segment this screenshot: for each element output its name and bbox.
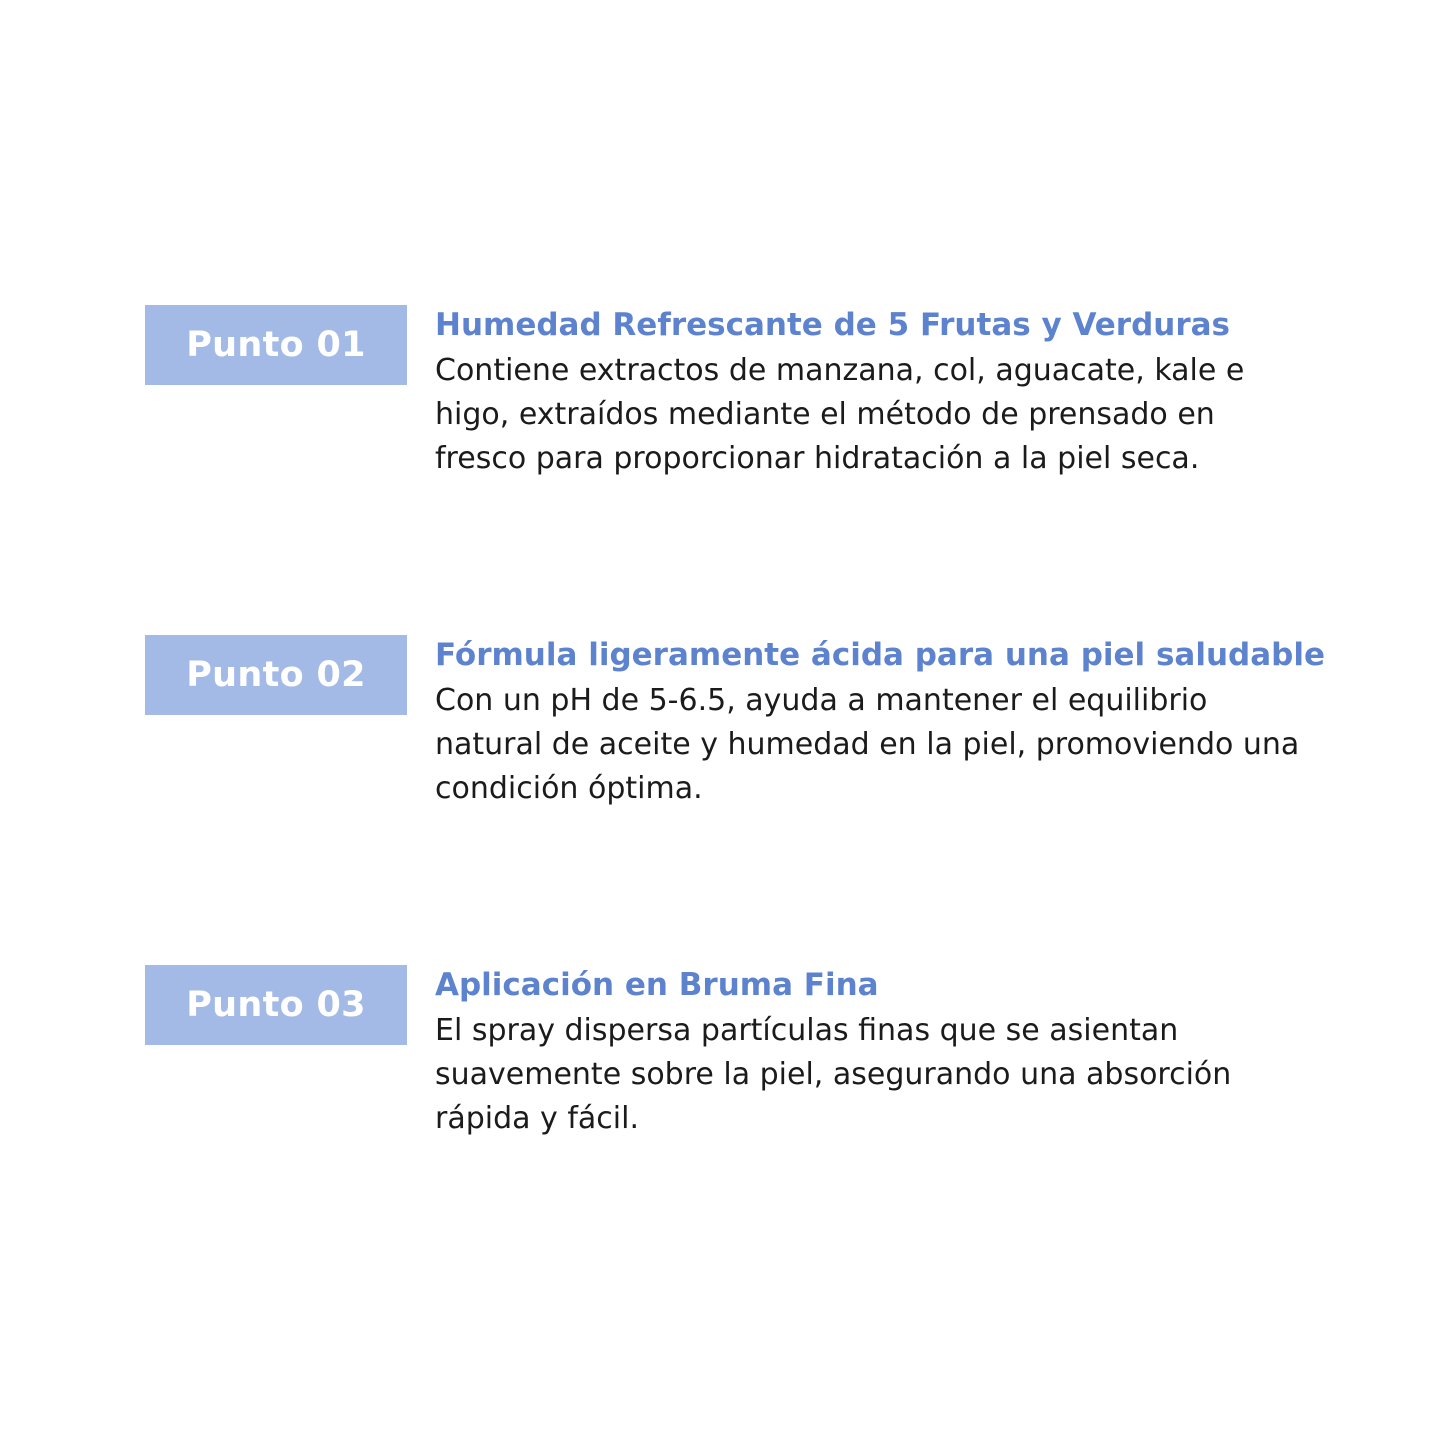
point-title-02: Fórmula ligeramente ácida para una piel saludable (435, 637, 1325, 673)
point-content-01 (435, 305, 1305, 481)
point-badge-03: Punto 03 (145, 965, 407, 1045)
point-content-03 (435, 965, 1305, 1141)
point-title-01: Humedad Refrescante de 5 Frutas y Verduras (435, 307, 1231, 343)
point-title-03: Aplicación en Bruma Fina (435, 967, 879, 1003)
point-content-02 (435, 635, 1325, 811)
point-badge-01: Punto 01 (145, 305, 407, 385)
point-description-02: Con un pH de 5-6.5, ayuda a mantener el equilibrio natural de aceite y humedad en la piel, promoviendo una condición óptima. (435, 683, 1300, 806)
point-description-01: Contiene extractos de manzana, col, aguacate, kale e higo, extraídos mediante el método de prensado en fresco para proporcionar hidratación a la piel seca. (435, 353, 1245, 476)
point-badge-02: Punto 02 (145, 635, 407, 715)
point-description-03: El spray dispersa partículas finas que se asientan suavemente sobre la piel, asegurando una absorción rápida y fácil. (435, 1013, 1232, 1136)
